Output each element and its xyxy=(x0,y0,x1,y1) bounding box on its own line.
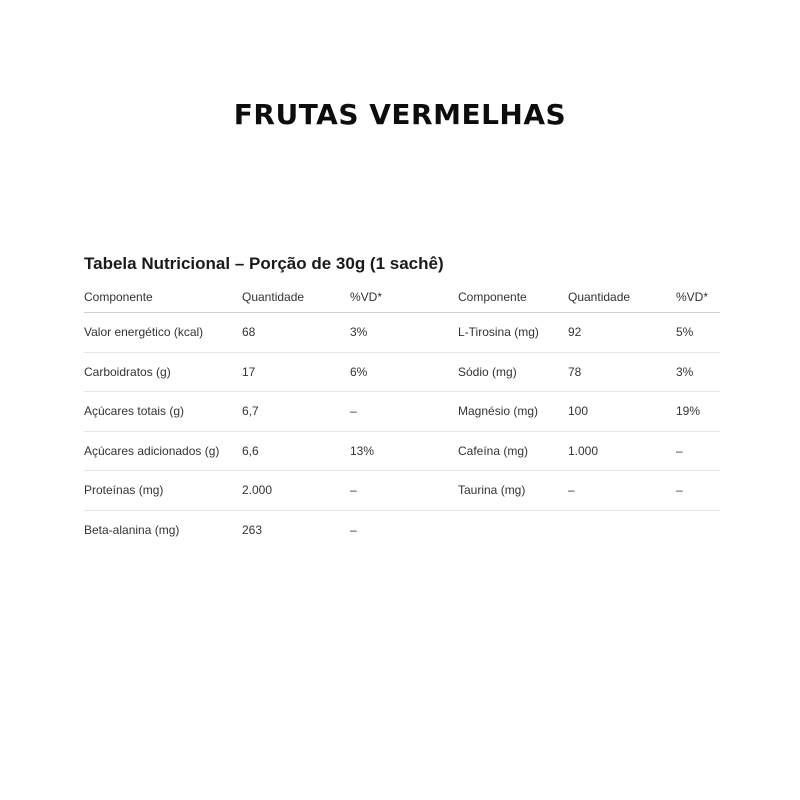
table-cell: 13% xyxy=(350,443,375,458)
header-cell: %VD* xyxy=(350,290,383,304)
table-cell: 92 xyxy=(568,325,582,339)
product-title: FRUTAS VERMELHAS xyxy=(233,98,567,131)
header-cell: Componente xyxy=(84,290,153,304)
table-cell: L-Tirosina (mg) xyxy=(458,325,539,339)
nutrition-table-heading: Tabela Nutricional – Porção de 30g (1 sachê) xyxy=(84,254,444,273)
header-cell: Quantidade xyxy=(242,290,305,304)
header-cell: %VD* xyxy=(676,290,709,304)
table-cell: – xyxy=(350,483,357,497)
table-row xyxy=(84,471,720,511)
table-cell: Açúcares totais (g) xyxy=(84,404,185,418)
table-cell: – xyxy=(568,483,575,497)
table-cell: Proteínas (mg) xyxy=(84,483,164,497)
table-cell: – xyxy=(676,483,683,497)
table-cell: 78 xyxy=(568,364,582,379)
table-cell: Magnésio (mg) xyxy=(458,404,539,418)
table-cell: 2.000 xyxy=(242,483,273,497)
table-cell: Açúcares adicionados (g) xyxy=(84,443,220,458)
table-cell: 6,6 xyxy=(242,443,259,458)
table-cell: 3% xyxy=(350,325,368,339)
table-row xyxy=(84,511,720,550)
table-cell: 3% xyxy=(676,364,694,379)
table-cell: – xyxy=(350,522,357,537)
table-row xyxy=(84,392,720,432)
table-row xyxy=(84,313,720,353)
nutrition-table xyxy=(84,282,720,549)
table-cell: 263 xyxy=(242,522,263,537)
table-cell: 6,7 xyxy=(242,404,259,418)
table-cell: 17 xyxy=(242,364,256,379)
table-header-row xyxy=(84,282,720,313)
table-cell: Cafeína (mg) xyxy=(458,443,529,458)
table-cell: Valor energético (kcal) xyxy=(84,325,204,339)
table-cell: 68 xyxy=(242,325,256,339)
table-cell: 6% xyxy=(350,364,368,379)
table-cell: Sódio (mg) xyxy=(458,364,517,379)
table-cell: – xyxy=(350,404,357,418)
table-cell: Beta-alanina (mg) xyxy=(84,522,180,537)
table-cell: – xyxy=(676,443,683,458)
header-cell: Componente xyxy=(458,290,527,304)
table-row xyxy=(84,432,720,472)
table-cell: 1.000 xyxy=(568,443,599,458)
table-cell: Carboidratos (g) xyxy=(84,364,171,379)
header-cell: Quantidade xyxy=(568,290,631,304)
table-row xyxy=(84,353,720,393)
table-cell: 5% xyxy=(676,325,694,339)
table-cell: 19% xyxy=(676,404,701,418)
table-cell: Taurina (mg) xyxy=(458,483,526,497)
table-cell: 100 xyxy=(568,404,589,418)
